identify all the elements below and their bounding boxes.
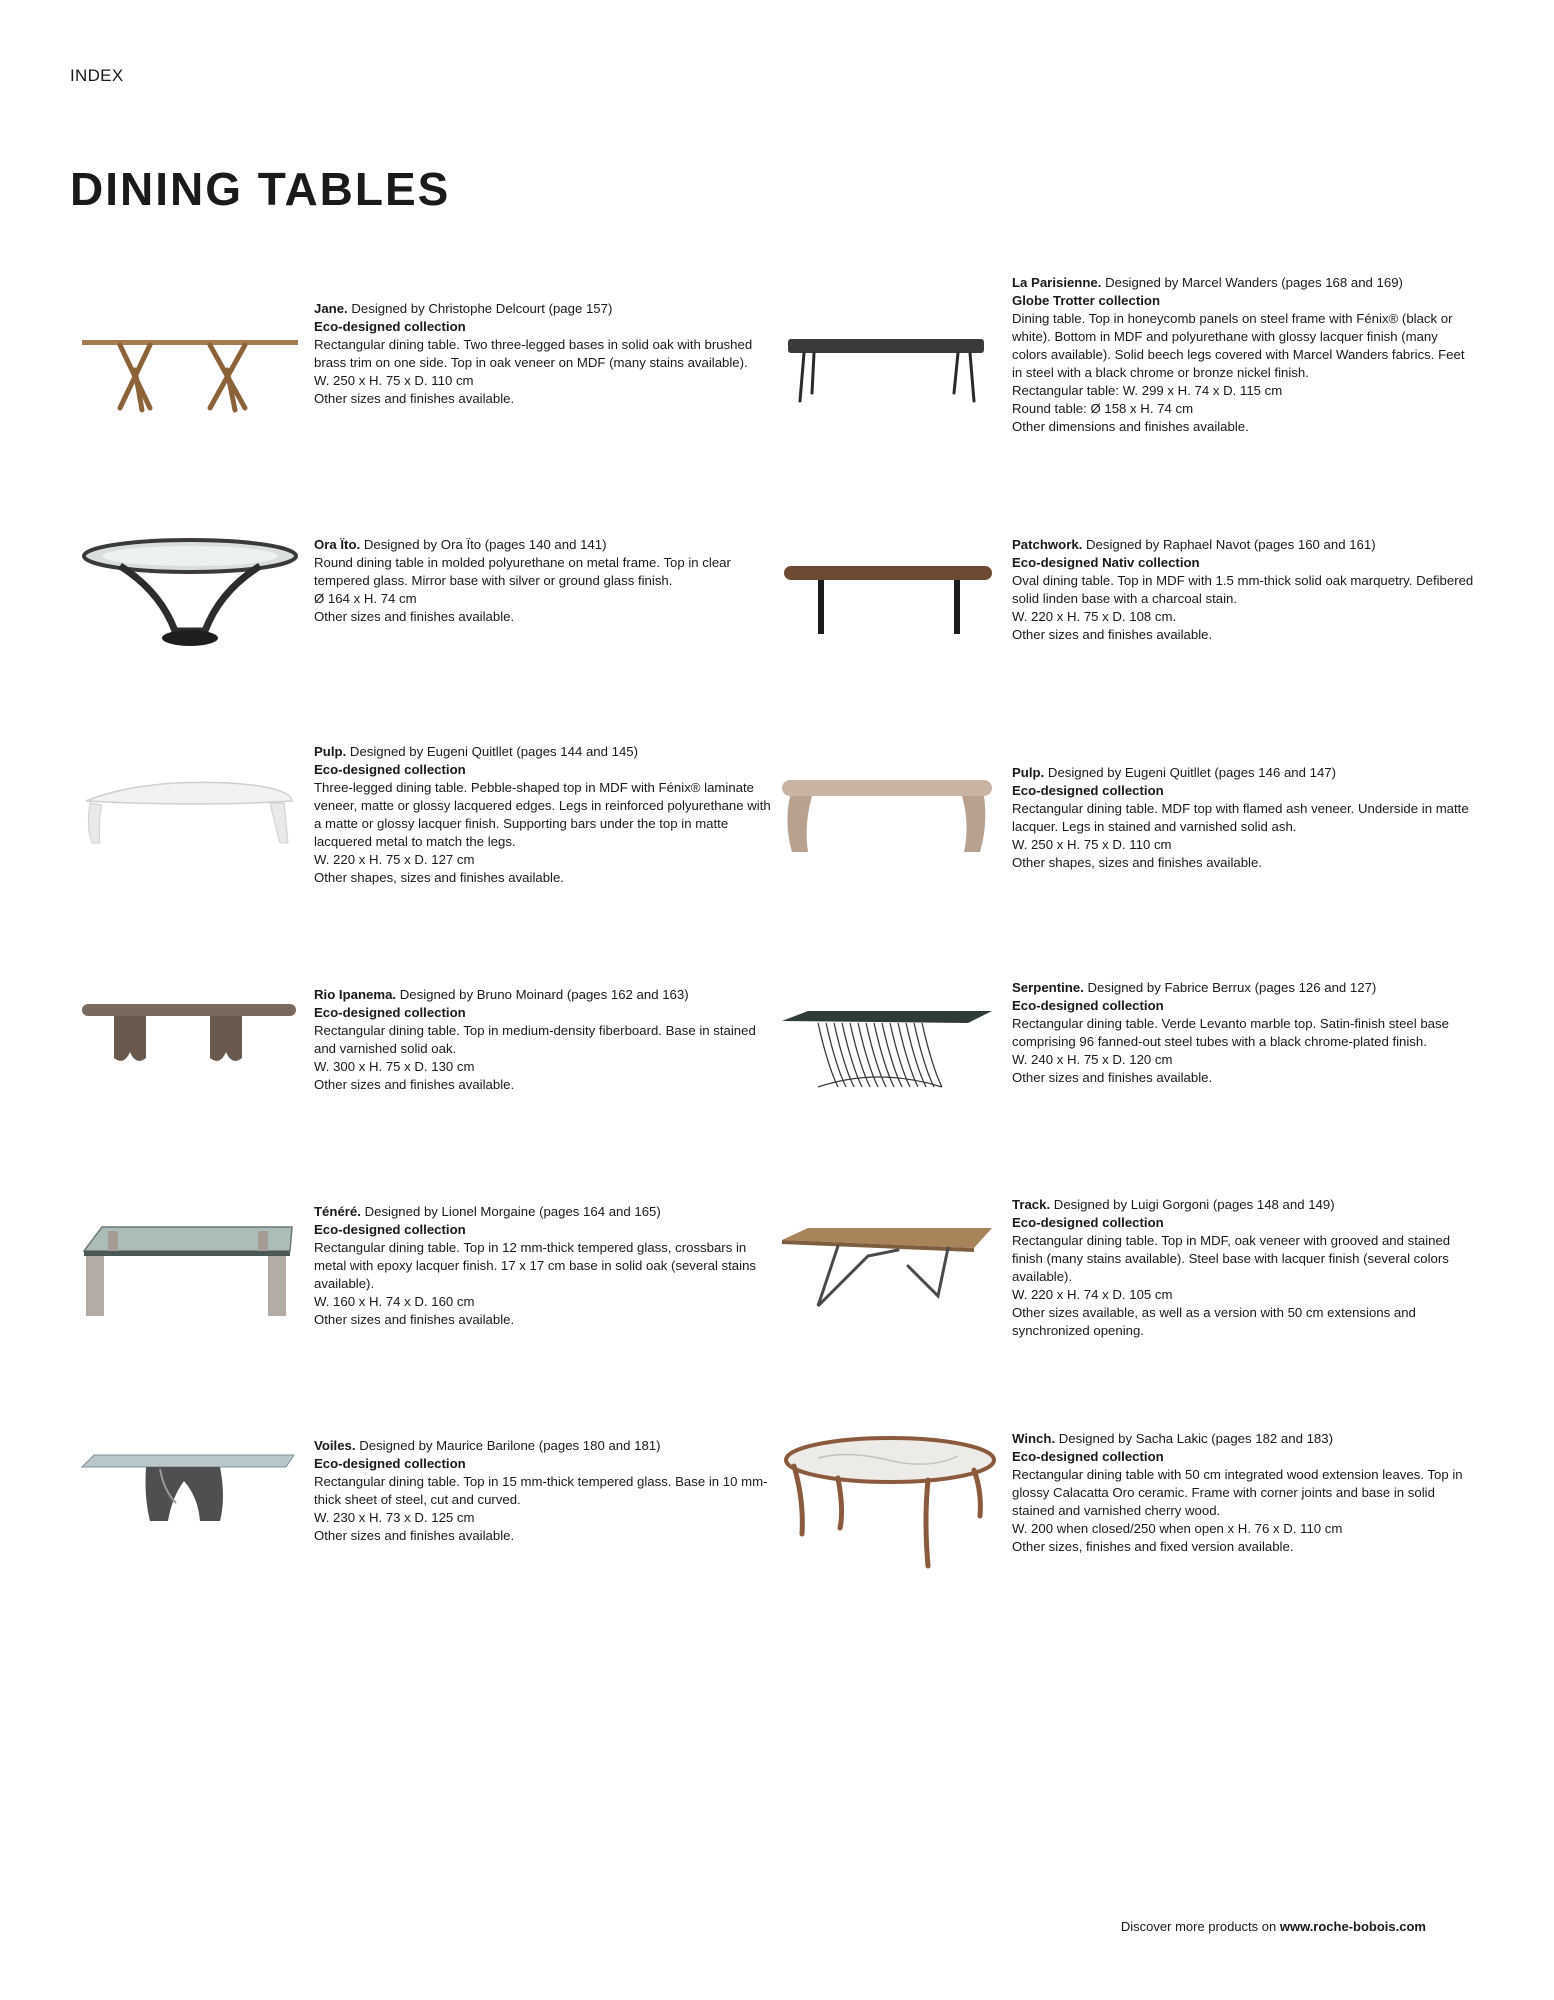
product-name: Pulp. <box>1012 765 1045 780</box>
product-description: Oval dining table. Top in MDF with 1.5 mm-thick solid oak marquetry. Defibered solid linden base with a charcoal stain. <box>1012 573 1474 606</box>
patchwork-table-image <box>778 556 998 676</box>
product-note: Other sizes and finishes available. <box>314 609 515 624</box>
section-label: INDEX <box>70 66 124 85</box>
product-note: Other sizes available, as well as a version with 50 cm extensions and synchronized opening. <box>1012 1305 1416 1338</box>
product-name: Serpentine. <box>1012 980 1084 995</box>
tenere-table-image <box>80 1223 300 1343</box>
product-collection: Eco-designed Nativ collection <box>1012 555 1200 570</box>
product-info <box>314 986 776 1094</box>
product-pulp-three-legged <box>80 743 780 953</box>
product-name: Track. <box>1012 1197 1051 1212</box>
product-name: Ora Ïto. <box>314 537 361 552</box>
jane-table-image <box>80 330 300 450</box>
track-table-image <box>778 1226 998 1346</box>
product-byline: Designed by Ora Ïto (pages 140 and 141) <box>360 537 607 552</box>
product-description: Rectangular dining table. Top in medium-density fiberboard. Base in stained and varnished solid oak. <box>314 1023 756 1056</box>
product-description: Rectangular dining table with 50 cm integrated wood extension leaves. Top in glossy Calacatta Oro ceramic. Frame with corner joints and base in solid stained and varnished cherry wood. <box>1012 1467 1463 1518</box>
product-info <box>314 1437 776 1545</box>
product-dimensions: W. 220 x H. 74 x D. 105 cm <box>1012 1287 1173 1302</box>
product-info <box>1012 764 1474 872</box>
product-dimensions: W. 230 x H. 73 x D. 125 cm <box>314 1510 475 1525</box>
product-description: Rectangular dining table. Top in 12 mm-thick tempered glass, crossbars in metal with epoxy lacquer finish. 17 x 17 cm base in solid oak (several stains available). <box>314 1240 756 1291</box>
product-collection: Eco-designed collection <box>314 1222 466 1237</box>
product-description: Rectangular dining table. Top in MDF, oak veneer with grooved and stained finish (many stains available). Steel base with lacquer finish (several colors available). <box>1012 1233 1451 1284</box>
product-collection: Eco-designed collection <box>314 1456 466 1471</box>
product-dimensions: W. 250 x H. 75 x D. 110 cm <box>314 373 474 388</box>
product-note: Other shapes, sizes and finishes available. <box>314 870 564 885</box>
product-dimensions: W. 200 when closed/250 when open x H. 76 x D. 110 cm <box>1012 1521 1343 1536</box>
footer <box>1121 1919 1426 1934</box>
product-dimensions: W. 250 x H. 75 x D. 110 cm <box>1012 837 1172 852</box>
product-collection: Eco-designed collection <box>1012 998 1164 1013</box>
product-byline: Designed by Lionel Morgaine (pages 164 and 165) <box>360 1204 661 1219</box>
product-dimensions: W. 300 x H. 75 x D. 130 cm <box>314 1059 475 1074</box>
product-name: Rio Ipanema. <box>314 987 397 1002</box>
product-info <box>1012 1430 1474 1556</box>
product-info <box>314 300 776 408</box>
product-collection: Eco-designed collection <box>1012 1215 1164 1230</box>
product-name: Jane. <box>314 301 348 316</box>
product-description: Rectangular dining table. Two three-legged bases in solid oak with brushed brass trim on one side. Top in oak veneer on MDF (many stains available). <box>314 337 753 370</box>
product-name: Ténéré. <box>314 1204 361 1219</box>
product-description: Rectangular dining table. Verde Levanto marble top. Satin-finish steel base comprising 96 fanned-out steel tubes with a black chrome-plated finish. <box>1012 1016 1449 1049</box>
product-byline: Designed by Marcel Wanders (pages 168 and 169) <box>1101 275 1403 290</box>
product-note: Other sizes and finishes available. <box>1012 1070 1213 1085</box>
product-info <box>1012 274 1474 436</box>
product-name: La Parisienne. <box>1012 275 1102 290</box>
product-note: Other sizes and finishes available. <box>314 1312 515 1327</box>
voiles-table-image <box>80 1447 300 1567</box>
page-title: DINING TABLES <box>70 163 451 215</box>
product-info <box>1012 1196 1474 1340</box>
product-name: Voiles. <box>314 1438 356 1453</box>
product-dimensions: W. 220 x H. 75 x D. 108 cm. <box>1012 609 1177 624</box>
product-name: Pulp. <box>314 744 347 759</box>
product-collection: Eco-designed collection <box>314 319 466 334</box>
product-la-parisienne <box>778 274 1478 484</box>
product-dimensions-round: Round table: Ø 158 x H. 74 cm <box>1012 401 1194 416</box>
product-ora-ito <box>80 536 780 746</box>
website-link[interactable]: www.roche-bobois.com <box>1279 1919 1426 1934</box>
serpentine-table-image <box>778 1007 998 1127</box>
product-byline: Designed by Christophe Delcourt (page 157) <box>347 301 613 316</box>
product-description: Rectangular dining table. MDF top with flamed ash veneer. Underside in matte lacquer. Legs in stained and varnished solid ash. <box>1012 801 1469 834</box>
product-serpentine <box>778 979 1478 1189</box>
pulp-three-legged-table-image <box>80 773 300 893</box>
product-dimensions: W. 160 x H. 74 x D. 160 cm <box>314 1294 475 1309</box>
product-info <box>314 1203 776 1329</box>
footer-prefix: Discover more products on <box>1120 1919 1280 1934</box>
product-byline: Designed by Fabrice Berrux (pages 126 and 127) <box>1083 980 1377 995</box>
product-pulp-rectangular <box>778 764 1478 974</box>
product-patchwork <box>778 536 1478 746</box>
product-collection: Eco-designed collection <box>1012 783 1164 798</box>
product-note: Other sizes and finishes available. <box>1012 627 1213 642</box>
product-info <box>314 536 776 626</box>
product-jane <box>80 300 780 510</box>
product-winch <box>778 1430 1478 1640</box>
product-voiles <box>80 1437 780 1647</box>
ora-ito-table-image <box>80 536 300 656</box>
product-description: Round dining table in molded polyurethane on metal frame. Top in clear tempered glass. Mirror base with silver or ground glass finish. <box>314 555 731 588</box>
product-info <box>314 743 776 887</box>
pulp-rectangular-table-image <box>778 774 998 894</box>
product-tenere <box>80 1203 780 1413</box>
product-byline: Designed by Sacha Lakic (pages 182 and 183) <box>1055 1431 1333 1446</box>
product-info <box>1012 536 1474 644</box>
product-note: Other shapes, sizes and finishes available. <box>1012 855 1262 870</box>
product-byline: Designed by Luigi Gorgoni (pages 148 and 149) <box>1050 1197 1335 1212</box>
product-name: Winch. <box>1012 1431 1056 1446</box>
product-byline: Designed by Bruno Moinard (pages 162 and 163) <box>396 987 689 1002</box>
la-parisienne-table-image <box>778 329 998 449</box>
product-dimensions: Ø 164 x H. 74 cm <box>314 591 417 606</box>
product-dimensions: W. 240 x H. 75 x D. 120 cm <box>1012 1052 1173 1067</box>
product-description: Three-legged dining table. Pebble-shaped top in MDF with Fénix® laminate veneer, matte or glossy lacquered edges. Legs in reinforced polyurethane with a matte or glossy lacquer finish. Supporting bars under the top in matte lacquered metal to match the legs. <box>314 780 771 849</box>
product-note: Other sizes, finishes and fixed version available. <box>1012 1539 1294 1554</box>
winch-table-image <box>778 1430 998 1570</box>
product-name: Patchwork. <box>1012 537 1083 552</box>
product-byline: Designed by Eugeni Quitllet (pages 144 and 145) <box>346 744 639 759</box>
product-dimensions: W. 220 x H. 75 x D. 127 cm <box>314 852 475 867</box>
product-collection: Eco-designed collection <box>1012 1449 1164 1464</box>
product-byline: Designed by Maurice Barilone (pages 180 and 181) <box>355 1438 661 1453</box>
product-byline: Designed by Eugeni Quitllet (pages 146 and 147) <box>1044 765 1337 780</box>
product-dimensions: Rectangular table: W. 299 x H. 74 x D. 115 cm <box>1012 383 1283 398</box>
product-description: Dining table. Top in honeycomb panels on steel frame with Fénix® (black or white). Bottom in MDF and polyurethane with glossy lacquer finish (many colors available). Solid beech legs covered with Marcel Wanders fabrics. Feet in steel with a black chrome or bronze nickel finish. <box>1012 311 1465 380</box>
product-collection: Eco-designed collection <box>314 1005 466 1020</box>
product-rio-ipanema <box>80 986 780 1196</box>
product-note: Other sizes and finishes available. <box>314 391 515 406</box>
product-info <box>1012 979 1474 1087</box>
product-byline: Designed by Raphael Navot (pages 160 and 161) <box>1082 537 1376 552</box>
product-description: Rectangular dining table. Top in 15 mm-thick tempered glass. Base in 10 mm-thick sheet of steel, cut and curved. <box>314 1474 768 1507</box>
product-note: Other sizes and finishes available. <box>314 1077 515 1092</box>
product-collection: Eco-designed collection <box>314 762 466 777</box>
rio-ipanema-table-image <box>80 996 300 1116</box>
product-track <box>778 1196 1478 1406</box>
product-note: Other dimensions and finishes available. <box>1012 419 1249 434</box>
product-collection: Globe Trotter collection <box>1012 293 1161 308</box>
product-note: Other sizes and finishes available. <box>314 1528 515 1543</box>
